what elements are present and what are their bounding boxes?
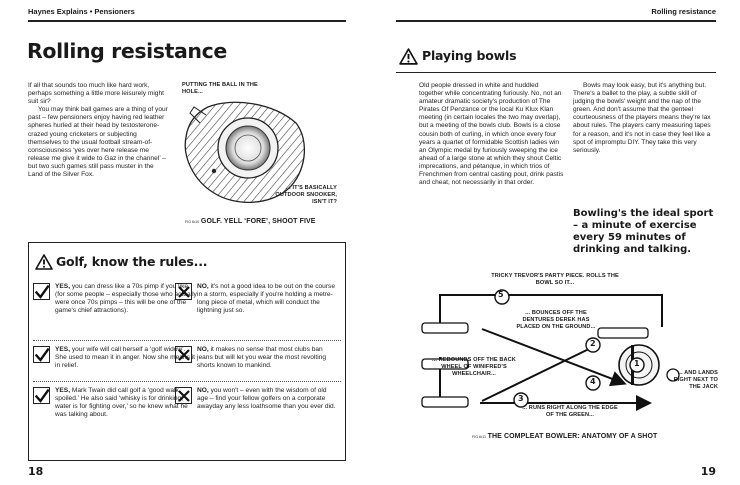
header-rule-right (396, 20, 716, 22)
rule-lead: NO, (197, 346, 209, 353)
rule-lead: YES, (55, 283, 71, 290)
bowls-column-1: Old people dressed in white and huddled together while concentrating furiously. No, not an amateur dramatic society's production of The Pirates Of Penzance or the local Ku Klux Klan meeting (in certain locales the two may overlap), but a meeting of the bowls club. Bowls is a close cousin both of curling, in which once every four years a quartet of formidable Scottish ladies win an Olympic medal by furiously sweeping the ice ahead of a large stone at which they shout Celtic imprecations, and pétanque, in which trios of Frenchmen from central casting pout, drink pastis and cheat, not necessarily in that order. (419, 82, 564, 187)
rules-divider (33, 340, 341, 341)
bowls-title-rule (396, 72, 716, 73)
rule-body: you can dress like a 70s pimp if you like (for some people – especially those who actually were once 70s pimps – this will be one of the game's chief attractions). (55, 283, 197, 315)
rule-text (197, 283, 339, 315)
running-header-left: Haynes Explains • Pensioners (28, 7, 135, 16)
figure-number: FIG 6•10 (185, 220, 200, 224)
step-markers (495, 290, 644, 407)
diagram-label-lands: ... AND LANDS RIGHT NEXT TO THE JACK (673, 370, 718, 390)
rule-body: Mark Twain did call golf a ‘good walk spoiled.’ He also said ‘whisky is for drinking, water is for fighting over,’ so he knew what he was talking about. (55, 387, 188, 419)
step-2: 2 (590, 339, 596, 348)
rule-text (197, 346, 339, 370)
diagram-label-runs: ... RUNS RIGHT ALONG THE EDGE OF THE GREEN... (522, 405, 618, 418)
figure-side-caption: ... IT'S BASICALLY OUTDOOR SNOOKER, ISN'T IT? (275, 185, 337, 205)
figure-number-bowls: FIG 6•11 (472, 435, 486, 439)
warning-icon (35, 254, 53, 270)
cross-icon (175, 346, 192, 363)
step-3: 3 (518, 394, 524, 403)
tick-icon (33, 283, 50, 300)
bowls-section-title: Playing bowls (422, 48, 517, 63)
tick-icon (33, 346, 50, 363)
diagram-label-rebound: ... REBOUNDS OFF THE BACK WHEEL OF WINIFRED'S WHEELCHAIR... (432, 357, 516, 377)
page-number-right: 19 (700, 465, 716, 478)
rule-lead: NO, (197, 387, 209, 394)
rule-lead: NO, (197, 283, 209, 290)
rules-divider (33, 381, 341, 382)
rule-lead: YES, (55, 387, 71, 394)
step-4: 4 (590, 377, 596, 386)
rule-body: you won't – even with the wisdom of old age – find your fellow golfers on a corporate awayday any less loathsome than you ever did. (197, 387, 336, 411)
intro-paragraph-1: If all that sounds too much like hard work, perhaps something a little more leisurely might suit sir? (28, 82, 164, 106)
rule-body: it makes no sense that most clubs ban jeans but will let you wear the most revolting shorts known to mankind. (197, 346, 327, 370)
golf-section-title: Golf, know the rules... (56, 254, 208, 269)
intro-paragraph-2: You may think ball games are a thing of your past – few pensioners enjoy having red leather spheres hurled at their head by testosterone-crazed young cricketers or subjecting themselves to the usual football stream-of-consciousness ‘yes over here release me release me give it wide to Gaz in the channel’ – but two such games still pass muster in the Land of the Silver Fox. (28, 106, 168, 179)
figure-title-bowls: THE COMPLEAT BOWLER: ANATOMY OF A SHOT (487, 433, 658, 440)
header-rule-left (28, 20, 346, 22)
figure-title: GOLF. YELL ‘FORE’, SHOOT FIVE (200, 218, 316, 225)
running-header-right: Rolling resistance (651, 7, 716, 16)
rule-text (197, 387, 339, 411)
bowls-column-2: Bowls may look easy, but it's anything but. There's a ballet to the play, a subtle skill of judging the bowls' weight and the nap of the green. And don't assume that the genteel courteousness of the players means they're lax about rules. The players carry measuring tapes for a reason, and it's not in case they feel like a spot of impromptu DIY. They take this very seriously. (573, 82, 711, 154)
rule-body: it's not a good idea to be out on the course in a storm, especially if you're holding a metre-long piece of metal, which will conduct the lightning just so. (197, 283, 335, 315)
diagram-label-bounce: ... BOUNCES OFF THE DENTURES DEREK HAS PLACED ON THE GROUND... (516, 310, 596, 330)
figure-caption-golf (185, 219, 345, 226)
step-5: 5 (498, 290, 504, 299)
rule-body: your wife will call herself a ‘golf widow’. She used to mean it in anger. Now she means it in relief. (55, 346, 196, 370)
cross-icon (175, 283, 192, 300)
cross-icon (175, 387, 192, 404)
page-number-left: 18 (28, 465, 44, 478)
tick-icon (33, 387, 50, 404)
pull-quote: Bowling's the ideal sport – a minute of exercise every 59 minutes of drinking and talking. (573, 208, 714, 255)
step-1: 1 (634, 359, 640, 368)
figure-top-caption: PUTTING THE BALL IN THE HOLE... (182, 82, 258, 95)
rule-lead: YES, (55, 346, 71, 353)
page-title: Rolling resistance (27, 39, 227, 63)
warning-icon-bowls (399, 48, 418, 65)
figure-caption-bowls (472, 434, 702, 441)
diagram-label-top: TRICKY TREVOR'S PARTY PIECE. ROLLS THE BOWL SO IT... (491, 273, 619, 286)
intro-text (28, 82, 168, 179)
